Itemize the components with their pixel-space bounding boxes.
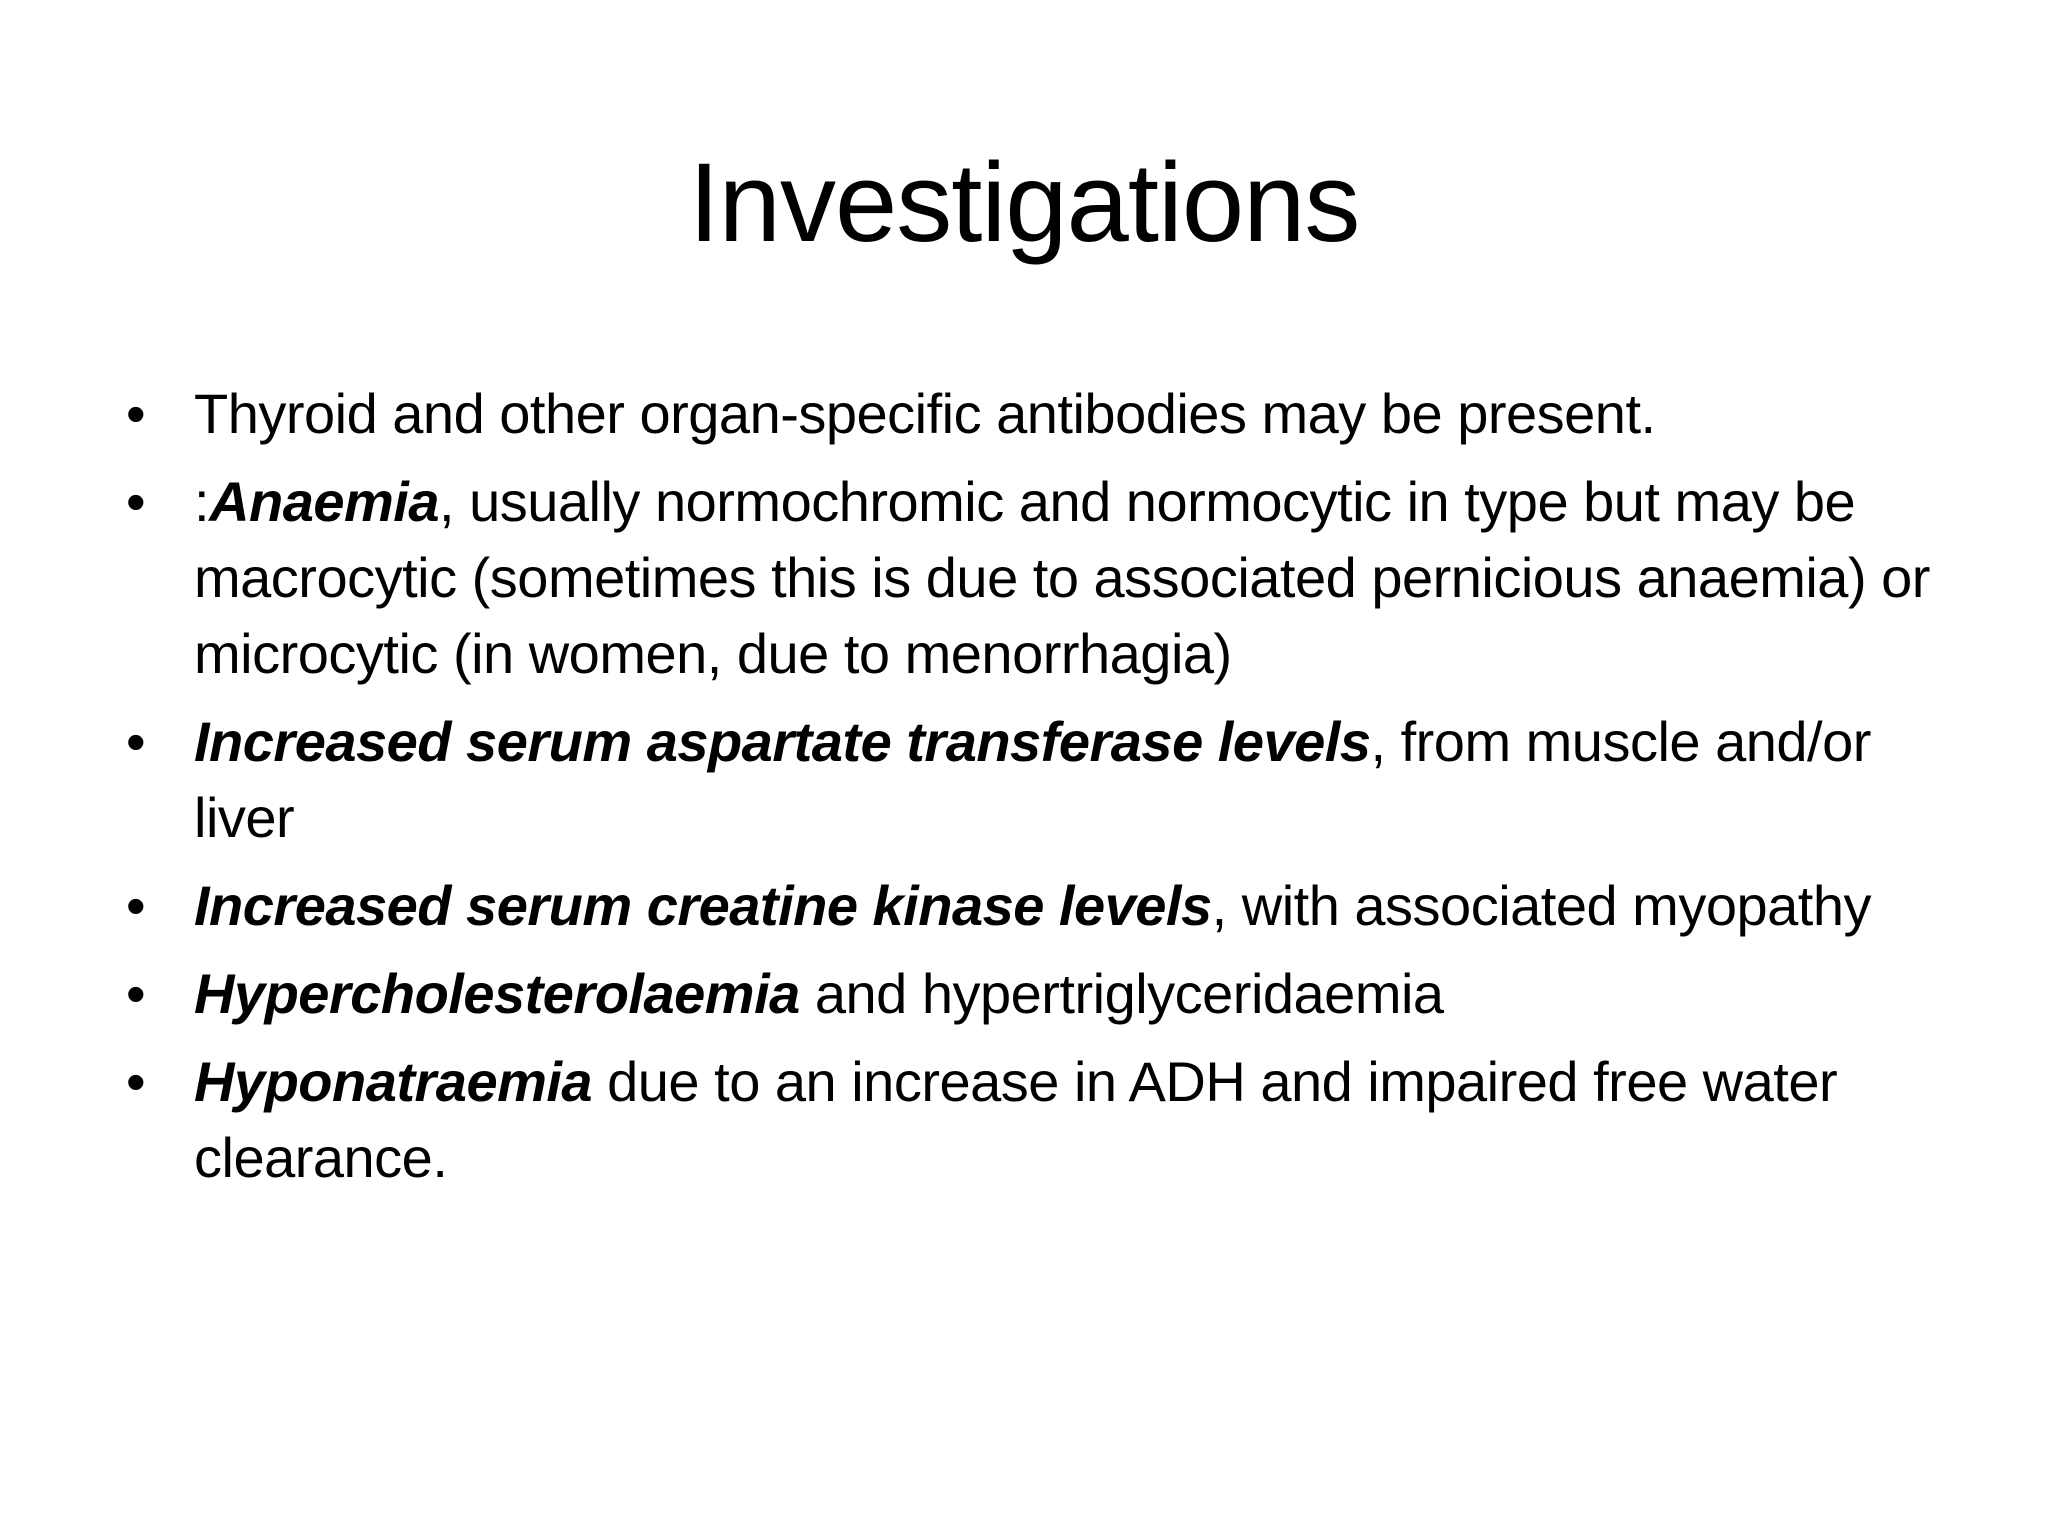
bullet-dot-icon: • xyxy=(126,710,146,773)
bullet-emphasis: Increased serum creatine kinase levels xyxy=(194,874,1212,937)
bullet-dot-icon: • xyxy=(126,962,146,1025)
bullet-item-anaemia xyxy=(118,464,1948,692)
bullet-emphasis: Hypercholesterolaemia xyxy=(194,962,800,1025)
bullet-dot-icon: • xyxy=(126,382,146,445)
bullet-item-thyroid-antibodies xyxy=(118,376,1948,452)
bullet-item-hypercholesterolaemia xyxy=(118,956,1948,1032)
bullet-dot-icon: • xyxy=(126,470,146,533)
bullet-text: and hypertriglyceridaemia xyxy=(799,962,1444,1025)
bullet-text: Thyroid and other organ-specific antibodies may be present. xyxy=(194,382,1656,445)
bullet-item-hyponatraemia xyxy=(118,1044,1948,1196)
slide-title: Investigations xyxy=(688,140,1360,265)
bullet-text: , from muscle and/or liver xyxy=(194,710,1871,849)
bullet-text: due to an increase in ADH and impaired free water clearance. xyxy=(194,1050,1838,1189)
bullet-dot-icon: • xyxy=(126,874,146,937)
bullet-item-aspartate-transferase xyxy=(118,704,1948,856)
bullet-text: , with associated myopathy xyxy=(1211,874,1871,937)
bullet-emphasis: Increased serum aspartate transferase levels xyxy=(194,710,1371,773)
bullet-emphasis: Hyponatraemia xyxy=(194,1050,593,1113)
bullet-text: , usually normochromic and normocytic in type but may be macrocytic (sometimes this is due to associated pernicious anaemia) or microcytic (in women, due to menorrhagia) xyxy=(194,470,1930,685)
bullet-item-creatine-kinase xyxy=(118,868,1948,944)
bullet-prefix: : xyxy=(194,470,210,533)
bullet-dot-icon: • xyxy=(126,1050,146,1113)
bullet-list xyxy=(118,376,1948,1208)
bullet-emphasis: Anaemia xyxy=(209,470,439,533)
